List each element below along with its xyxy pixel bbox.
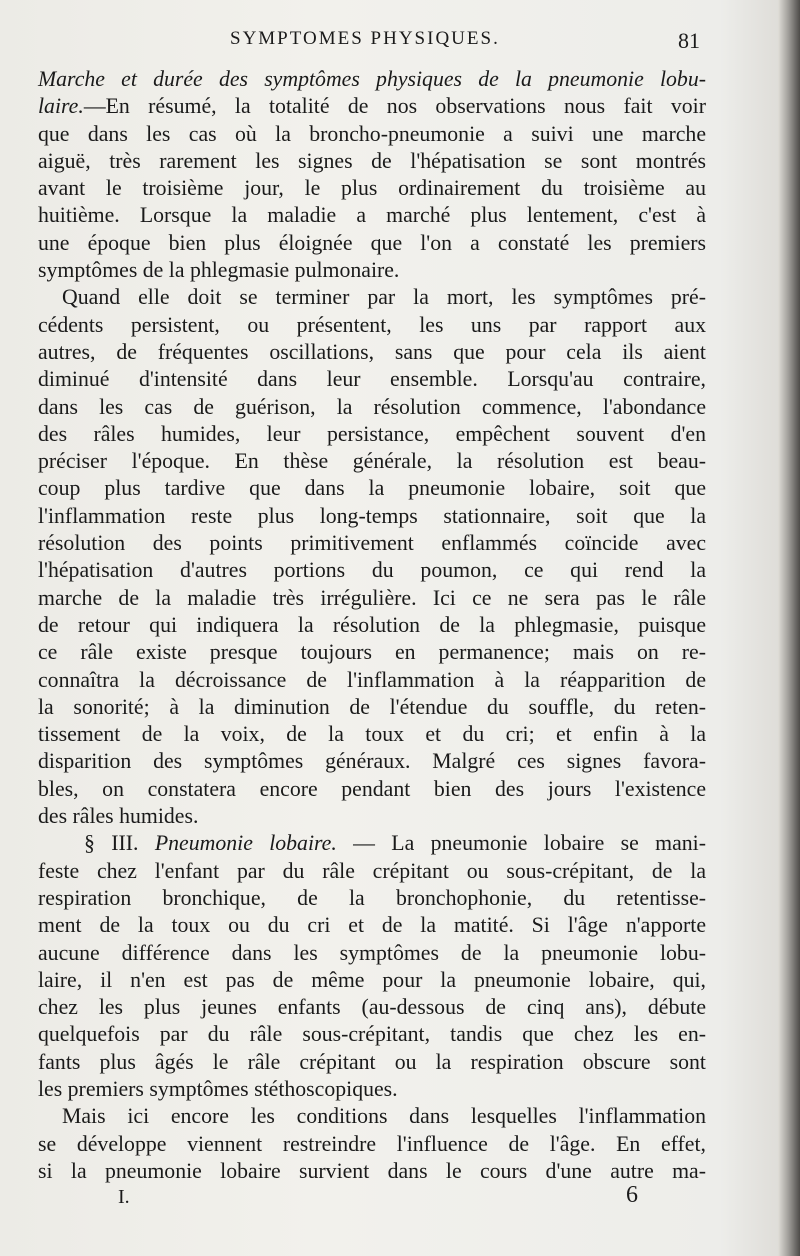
text-line: résolution des points primitivement enflammés coïncide avec: [38, 531, 706, 556]
body-text: [38, 66, 706, 1185]
text-line: que dans les cas où la broncho-pneumonie a suivi une marche: [38, 121, 706, 146]
text-line: autres, de fréquentes oscillations, sans que pour cela ils aient: [38, 339, 706, 364]
text-line: aiguë, très rarement les signes de l'hépatisation se sont montrés: [38, 148, 706, 173]
text-line: bles, on constatera encore pendant bien des jours l'existence: [38, 776, 706, 801]
section-heading-line: § III. Pneumonie lobaire. — La pneumonie lobaire se mani-: [84, 831, 706, 856]
text-line: coup plus tardive que dans la pneumonie lobaire, soit que: [38, 476, 706, 501]
text-line: la sonorité; à la diminution de l'étendue du souffle, du reten-: [38, 694, 706, 719]
text-line: symptômes de la phlegmasie pulmonaire.: [38, 258, 400, 283]
text-line: laire, il n'en est pas de même pour la pneumonie lobaire, qui,: [38, 967, 706, 992]
text-line: avant le troisième jour, le plus ordinairement du troisième au: [38, 176, 706, 201]
text-line: de retour qui indiquera la résolution de la phlegmasie, puisque: [38, 612, 706, 637]
text-line: respiration bronchique, de la bronchophonie, du retentisse-: [38, 885, 706, 910]
text-line: préciser l'époque. En thèse générale, la résolution est beau-: [38, 449, 706, 474]
sheet-number: 6: [626, 1182, 638, 1208]
text-line: ce râle existe presque toujours en permanence; mais on re-: [38, 640, 706, 665]
text-line: Quand elle doit se terminer par la mort, les symptômes pré-: [62, 285, 706, 310]
text-line: laire.—En résumé, la totalité de nos observations nous fait voir: [38, 94, 706, 119]
page-number: 81: [678, 28, 700, 53]
text-line: marche de la maladie très irrégulière. Ici ce ne sera pas le râle: [38, 585, 706, 610]
book-spine-shadow: [778, 0, 800, 1256]
text-line: l'inflammation reste plus long-temps stationnaire, soit que la: [38, 503, 706, 528]
text-line: les premiers symptômes stéthoscopiques.: [38, 1076, 398, 1101]
page-footer: [118, 1182, 638, 1212]
text-line: disparition des symptômes généraux. Malgré ces signes favora-: [38, 749, 706, 774]
text-line: Mais ici encore les conditions dans lesquelles l'inflammation: [62, 1104, 706, 1129]
text-line: des râles humides, leur persistance, empêchent souvent d'en: [38, 421, 706, 446]
text-line: aucune différence dans les symptômes de la pneumonie lobu-: [38, 940, 706, 965]
page-header: [60, 28, 700, 58]
text-line: chez les plus jeunes enfants (au-dessous de cinq ans), débute: [38, 995, 706, 1020]
text-line: fants plus âgés le râle crépitant ou la respiration obscure sont: [38, 1049, 706, 1074]
text-line: ment de la toux ou du cri et de la matité. Si l'âge n'apporte: [38, 913, 706, 938]
text-line: huitième. Lorsque la maladie a marché plus lentement, c'est à: [38, 203, 706, 228]
text-line: quelquefois par du râle sous-crépitant, tandis que chez les en-: [38, 1022, 706, 1047]
text-line: dans les cas de guérison, la résolution commence, l'abondance: [38, 394, 706, 419]
text-line: une époque bien plus éloignée que l'on a constaté les premiers: [38, 230, 706, 255]
running-head: SYMPTOMES PHYSIQUES.: [230, 28, 500, 49]
text-line: connaîtra la décroissance de l'inflammation à la réapparition de: [38, 667, 706, 692]
text-line: se développe viennent restreindre l'influence de l'âge. En effet,: [38, 1131, 706, 1156]
text-line: si la pneumonie lobaire survient dans le cours d'une autre ma-: [38, 1158, 706, 1183]
text-line: l'hépatisation d'autres portions du poumon, ce qui rend la: [38, 558, 706, 583]
text-line: des râles humides.: [38, 804, 199, 829]
text-line: feste chez l'enfant par du râle crépitant ou sous-crépitant, de la: [38, 858, 706, 883]
signature-mark: I.: [118, 1186, 130, 1208]
text-line: cédents persistent, ou présentent, les uns par rapport aux: [38, 312, 706, 337]
text-line: diminué d'intensité dans leur ensemble. Lorsqu'au contraire,: [38, 367, 706, 392]
text-line: Marche et durée des symptômes physiques de la pneumonie lobu-: [38, 67, 706, 91]
text-line: tissement de la voix, de la toux et du cri; et enfin à la: [38, 722, 706, 747]
